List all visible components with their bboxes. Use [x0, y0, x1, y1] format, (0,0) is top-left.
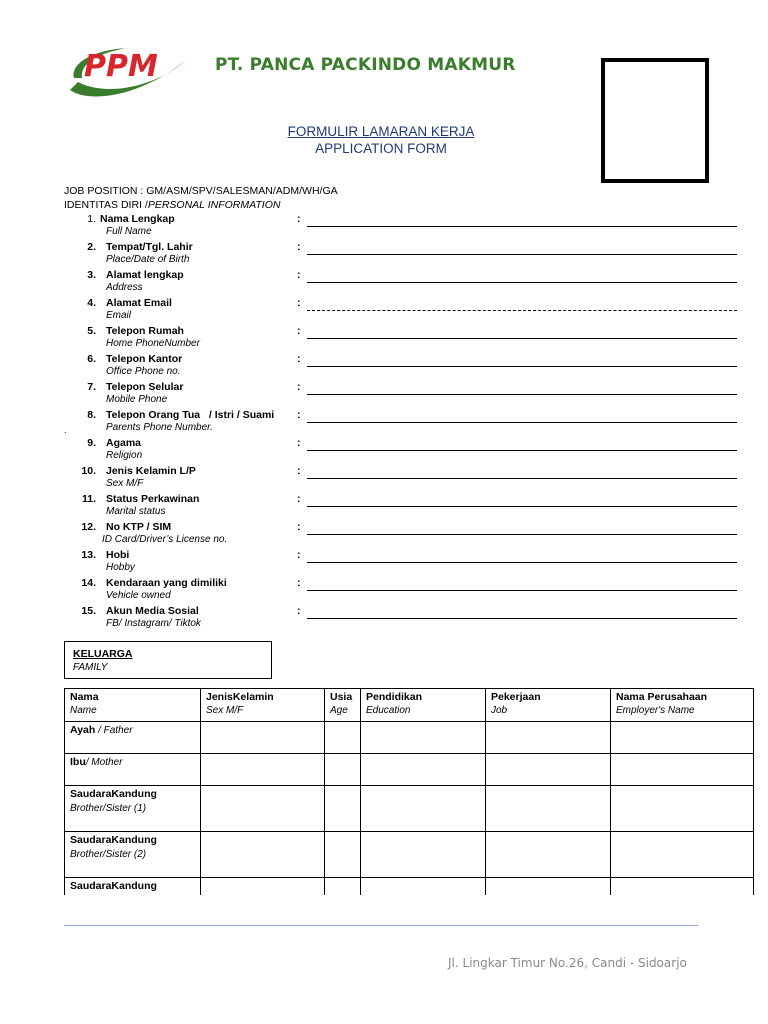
table-cell[interactable] [486, 878, 611, 896]
field-number: 3. [87, 269, 96, 281]
field-colon: : [297, 605, 301, 617]
field-colon: : [297, 465, 301, 477]
field-number: 8. [87, 409, 96, 421]
column-header [486, 689, 611, 722]
column-label: Nama [70, 691, 99, 703]
field-label: Agama [106, 437, 142, 449]
table-cell[interactable] [486, 832, 611, 878]
table-cell[interactable] [611, 786, 754, 832]
table-row [65, 722, 754, 754]
row-header [65, 832, 201, 878]
field-colon: : [297, 577, 301, 589]
field-label-en: Sex M/F [106, 478, 144, 489]
table-cell[interactable] [201, 786, 325, 832]
field-number: 15. [81, 605, 96, 617]
column-header [361, 689, 486, 722]
family-table [64, 688, 754, 895]
field-colon: : [297, 521, 301, 533]
table-cell[interactable] [201, 754, 325, 786]
column-header [65, 689, 201, 722]
job-position: JOB POSITION : GM/ASM/SPV/SALESMAN/ADM/WH/GA [64, 185, 338, 197]
table-cell[interactable] [325, 832, 361, 878]
row-header [65, 722, 201, 754]
field-label: Telepon Orang Tua / Istri / Suami [106, 409, 275, 421]
field-label: Status Perkawinan [106, 493, 200, 505]
column-label-en: Education [366, 705, 411, 716]
table-row [65, 832, 754, 878]
table-cell[interactable] [486, 722, 611, 754]
field-number: 14. [81, 577, 96, 589]
field-number: 9. [87, 437, 96, 449]
field-colon: : [297, 381, 301, 393]
field-number: 13. [81, 549, 96, 561]
personal-info-label-en: PERSONAL INFORMATION [147, 199, 281, 211]
field-label: Telepon Rumah [106, 325, 184, 337]
column-label: Pendidikan [366, 691, 423, 703]
column-header [611, 689, 754, 722]
row-label: Ibu [70, 756, 86, 768]
field-label-en: Religion [106, 450, 143, 461]
table-cell[interactable] [486, 754, 611, 786]
field-colon: : [297, 409, 301, 421]
field-number: 7. [87, 381, 96, 393]
row-label-en: Brother/Sister (1) [70, 803, 147, 814]
field-label-en: Hobby [106, 562, 135, 573]
column-label-en: Name [70, 705, 97, 716]
family-title: KELUARGA [73, 648, 133, 660]
row-label-en: / Mother [85, 757, 123, 768]
column-label: Nama Perusahaan [616, 691, 708, 703]
field-label: Telepon Kantor [106, 353, 183, 365]
field-label: Hobi [106, 549, 130, 561]
table-cell[interactable] [611, 722, 754, 754]
field-colon: : [297, 437, 301, 449]
table-cell[interactable] [201, 722, 325, 754]
footer-divider [64, 925, 698, 926]
field-label: Jenis Kelamin L/P [106, 465, 196, 477]
table-cell[interactable] [611, 754, 754, 786]
table-row [65, 754, 754, 786]
field-label-en: Mobile Phone [106, 394, 168, 405]
table-cell[interactable] [201, 878, 325, 896]
field-label: No KTP / SIM [106, 521, 172, 533]
table-cell[interactable] [611, 878, 754, 896]
field-colon: : [297, 353, 301, 365]
table-cell[interactable] [486, 786, 611, 832]
field-number: 1. [87, 213, 96, 225]
form-title: FORMULIR LAMARAN KERJA [287, 124, 475, 139]
field-label: Telepon Selular [106, 381, 184, 393]
column-label-en: Age [330, 705, 348, 716]
field-colon: : [297, 493, 301, 505]
field-number: 6. [87, 353, 96, 365]
field-label-en: ID Card/Driver’s License no. [102, 534, 228, 545]
company-name: PT. PANCA PACKINDO MAKMUR [215, 55, 516, 75]
field-label: Kendaraan yang dimiliki [106, 577, 227, 589]
table-cell[interactable] [325, 722, 361, 754]
field-number: 4. [87, 297, 96, 309]
field-number: 11. [81, 493, 96, 505]
row-header [65, 786, 201, 832]
row-label-en: / Father [95, 725, 133, 736]
field-label: Nama Lengkap [100, 213, 175, 225]
field-label: Alamat Email [106, 297, 172, 309]
field-colon: : [297, 549, 301, 561]
column-label-en: Sex M/F [206, 705, 244, 716]
field-colon: : [297, 269, 301, 281]
column-label: Pekerjaan [491, 691, 541, 703]
field-label: Tempat/Tgl. Lahir [106, 241, 193, 253]
field-number: 5. [87, 325, 96, 337]
row-label: SaudaraKandung [70, 788, 157, 800]
table-cell[interactable] [361, 754, 486, 786]
field-colon: : [297, 213, 301, 225]
field-label-en: Marital status [106, 506, 166, 517]
row-label: Ayah [70, 724, 96, 736]
table-cell[interactable] [361, 832, 486, 878]
field-label: Akun Media Sosial [106, 605, 199, 617]
table-cell[interactable] [361, 878, 486, 896]
column-header [325, 689, 361, 722]
field-colon: : [297, 325, 301, 337]
row-header [65, 754, 201, 786]
table-cell[interactable] [611, 832, 754, 878]
column-label: Usia [330, 691, 353, 703]
table-cell[interactable] [325, 786, 361, 832]
table-cell[interactable] [361, 786, 486, 832]
field-colon: : [297, 297, 301, 309]
table-cell[interactable] [201, 832, 325, 878]
field-label-en: Email [106, 310, 132, 321]
table-cell[interactable] [361, 722, 486, 754]
stray-mark: . [64, 425, 67, 435]
field-label-en: Full Name [106, 226, 152, 237]
column-label-en: Job [491, 705, 508, 716]
column-label: JenisKelamin [206, 691, 274, 703]
row-label: SaudaraKandung [70, 834, 157, 846]
field-label-en: FB/ Instagram/ Tiktok [106, 618, 201, 629]
field-label-en: Parents Phone Number. [106, 422, 213, 433]
field-label-en: Home PhoneNumber [106, 338, 200, 349]
personal-info-label: IDENTITAS DIRI / [64, 199, 148, 211]
field-number: 12. [81, 521, 96, 533]
table-row [65, 878, 754, 896]
row-header [65, 878, 201, 896]
family-subtitle: FAMILY [73, 662, 108, 673]
row-label: SaudaraKandung [70, 880, 157, 892]
table-cell[interactable] [325, 754, 361, 786]
field-colon: : [297, 241, 301, 253]
field-label-en: Address [106, 282, 143, 293]
column-header [201, 689, 325, 722]
row-label-en: Brother/Sister (2) [70, 849, 147, 860]
form-subtitle: APPLICATION FORM [315, 141, 447, 156]
field-number: 10. [81, 465, 96, 477]
logo-text: PPM [84, 49, 158, 84]
field-number: 2. [87, 241, 96, 253]
field-label: Alamat lengkap [106, 269, 184, 281]
table-cell[interactable] [325, 878, 361, 896]
field-label-en: Place/Date of Birth [106, 254, 190, 265]
family-table-header [65, 689, 754, 722]
table-row [65, 786, 754, 832]
column-label-en: Employer's Name [616, 705, 695, 716]
footer-address: Jl. Lingkar Timur No.26, Candi - Sidoarjo [448, 956, 687, 970]
field-label-en: Vehicle owned [106, 590, 171, 601]
field-label-en: Office Phone no. [106, 366, 181, 377]
